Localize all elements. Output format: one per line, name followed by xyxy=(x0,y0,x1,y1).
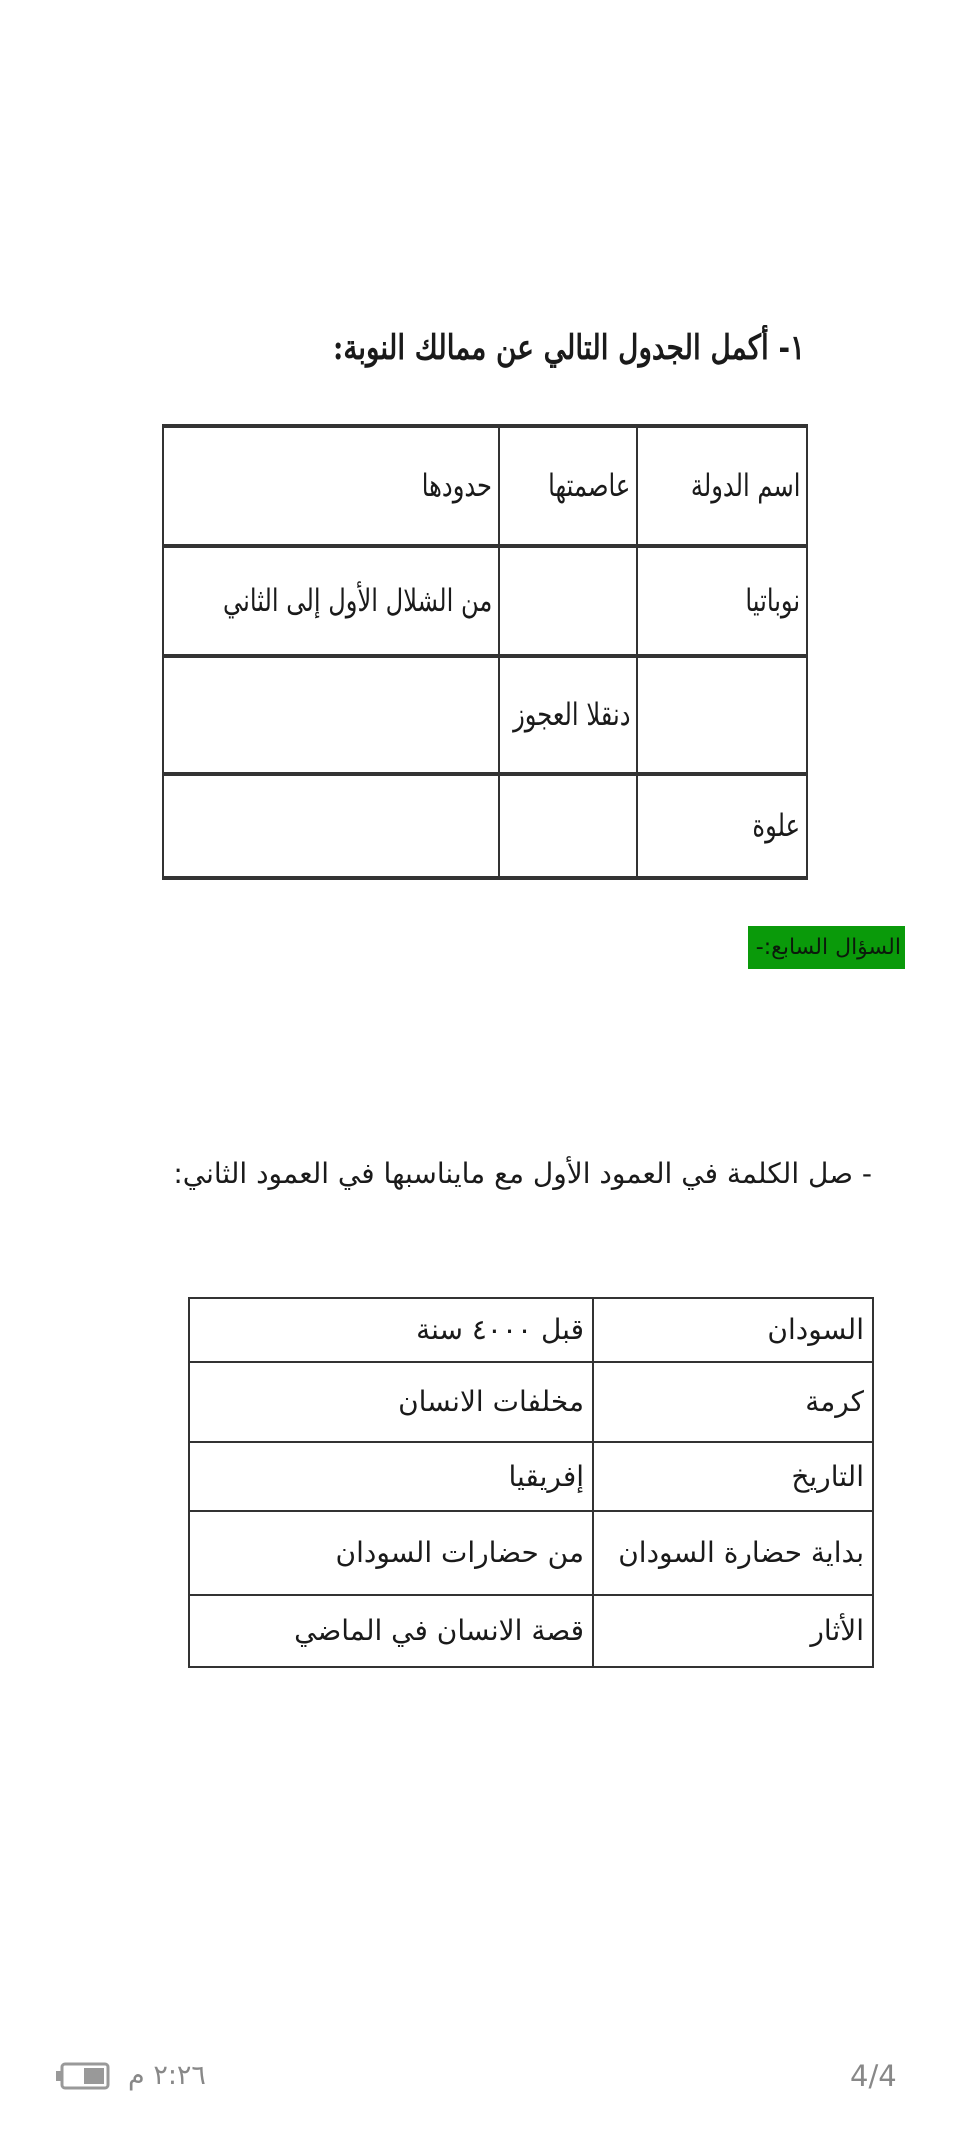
nubia-kingdoms-table xyxy=(162,424,808,880)
question7-label: السؤال السابع:- xyxy=(748,926,905,969)
table-row xyxy=(163,426,807,546)
table-row xyxy=(189,1511,873,1595)
table-cell xyxy=(163,774,499,878)
table-row xyxy=(163,546,807,656)
status-time: ٢:٢٦ م xyxy=(128,2060,206,2091)
table-header-cell: عاصمتها xyxy=(499,426,637,546)
table-cell: بداية حضارة السودان xyxy=(593,1511,873,1595)
matching-table xyxy=(188,1297,874,1668)
table-cell xyxy=(499,546,637,656)
table-cell: من حضارات السودان xyxy=(189,1511,593,1595)
table-row xyxy=(189,1298,873,1362)
table-cell xyxy=(499,774,637,878)
table-cell: نوباتيا xyxy=(637,546,807,656)
table-cell: كرمة xyxy=(593,1362,873,1442)
table-header-cell: حدودها xyxy=(163,426,499,546)
table-cell: إفريقيا xyxy=(189,1442,593,1511)
question1-title: ١- أكمل الجدول التالي عن ممالك النوبة: xyxy=(333,328,805,368)
page-indicator: 4/4 xyxy=(850,2059,897,2093)
table-cell: التاريخ xyxy=(593,1442,873,1511)
table-row xyxy=(189,1442,873,1511)
table-cell xyxy=(637,656,807,774)
table-cell: السودان xyxy=(593,1298,873,1362)
table-row xyxy=(163,656,807,774)
table-cell: دنقلا العجوز xyxy=(499,656,637,774)
table-header-cell: اسم الدولة xyxy=(637,426,807,546)
question7-instruction: - صل الكلمة في العمود الأول مع مايناسبها في العمود الثاني: xyxy=(173,1157,872,1190)
table-cell: علوة xyxy=(637,774,807,878)
table-cell: قبل ٤٠٠٠ سنة xyxy=(189,1298,593,1362)
battery-icon xyxy=(56,2062,110,2090)
table-row xyxy=(189,1362,873,1442)
table-cell: مخلفات الانسان xyxy=(189,1362,593,1442)
table-row xyxy=(163,774,807,878)
table-cell xyxy=(163,656,499,774)
table-cell: قصة الانسان في الماضي xyxy=(189,1595,593,1667)
table-cell: من الشلال الأول إلى الثاني xyxy=(163,546,499,656)
table-row xyxy=(189,1595,873,1667)
table-cell: الأثار xyxy=(593,1595,873,1667)
